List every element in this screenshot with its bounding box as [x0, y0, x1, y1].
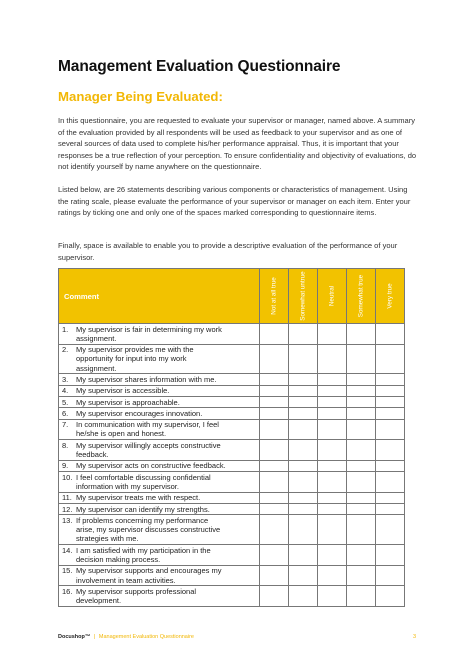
table-row: [59, 565, 405, 586]
table-row: [59, 504, 405, 515]
statement-cell: [59, 472, 260, 493]
statement-cell: [59, 565, 260, 586]
rating-checkbox-cell[interactable]: [260, 565, 289, 586]
rating-checkbox-cell[interactable]: [376, 515, 405, 545]
statement-number: 14.: [62, 545, 73, 555]
statement-text: My supervisor supports professional development.: [76, 586, 197, 606]
table-row: [59, 440, 405, 461]
statement-cell: [59, 385, 260, 396]
rating-checkbox-cell[interactable]: [260, 374, 289, 385]
statement-cell: [59, 504, 260, 515]
statement-text: My supervisor supports and encourages my involvement in team activities.: [76, 566, 222, 585]
rating-checkbox-cell[interactable]: [318, 374, 347, 385]
rating-checkbox-cell[interactable]: [289, 385, 318, 396]
rating-checkbox-cell[interactable]: [376, 440, 405, 461]
statement-text: In communication with my supervisor, I feel he/she is open and honest.: [76, 420, 219, 439]
table-row: [59, 344, 405, 374]
rating-checkbox-cell[interactable]: [347, 385, 376, 396]
rating-checkbox-cell[interactable]: [347, 408, 376, 419]
rating-checkbox-cell[interactable]: [318, 440, 347, 461]
rating-checkbox-cell[interactable]: [347, 397, 376, 408]
rating-checkbox-cell[interactable]: [347, 504, 376, 515]
statement-text: If problems concerning my performance arise, my supervisor discusses constructive strategies with me.: [76, 515, 221, 544]
rating-checkbox-cell[interactable]: [260, 344, 289, 374]
table-row: [59, 515, 405, 545]
footer-brand: Docushop™: [58, 634, 91, 640]
statement-cell: [59, 344, 260, 374]
statement-cell: [59, 440, 260, 461]
statement-text: My supervisor shares information with me.: [76, 374, 217, 384]
table-row: [59, 385, 405, 396]
rating-checkbox-cell[interactable]: [376, 586, 405, 607]
statement-cell: [59, 492, 260, 503]
rating-checkbox-cell[interactable]: [376, 344, 405, 374]
rating-checkbox-cell[interactable]: [318, 565, 347, 586]
statement-text: My supervisor is fair in determining my work assignment.: [76, 324, 222, 343]
rating-checkbox-cell[interactable]: [260, 397, 289, 408]
rating-checkbox-cell[interactable]: [260, 385, 289, 396]
statement-number: 12.: [62, 504, 73, 514]
statement-number: 10.: [62, 472, 73, 482]
rating-checkbox-cell[interactable]: [289, 460, 318, 471]
page-title: Management Evaluation Questionnaire: [58, 58, 341, 75]
statement-cell: [59, 419, 260, 440]
rating-checkbox-cell[interactable]: [347, 460, 376, 471]
rating-checkbox-cell[interactable]: [289, 344, 318, 374]
rating-checkbox-cell[interactable]: [289, 545, 318, 566]
page-number: 3: [413, 634, 417, 640]
statement-number: 2.: [62, 345, 69, 355]
statement-text: My supervisor willingly accepts constructive feedback.: [76, 440, 221, 460]
statement-cell: [59, 374, 260, 385]
rating-checkbox-cell[interactable]: [376, 504, 405, 515]
rating-checkbox-cell[interactable]: [347, 565, 376, 586]
rating-checkbox-cell[interactable]: [318, 385, 347, 396]
statement-cell: [59, 324, 260, 345]
rating-header-neutral: Neutral: [318, 269, 347, 324]
statement-number: 11.: [62, 493, 72, 503]
statement-cell: [59, 545, 260, 566]
page-footer: [58, 634, 194, 640]
rating-checkbox-cell[interactable]: [260, 324, 289, 345]
table-row: [59, 460, 405, 471]
manager-evaluated-heading: Manager Being Evaluated:: [58, 89, 223, 104]
statement-number: 3.: [62, 374, 69, 384]
rating-checkbox-cell[interactable]: [289, 408, 318, 419]
table-header-row: [59, 269, 405, 324]
rating-checkbox-cell[interactable]: [376, 460, 405, 471]
rating-checkbox-cell[interactable]: [376, 397, 405, 408]
rating-checkbox-cell[interactable]: [376, 419, 405, 440]
rating-header-somewhat-true: Somewhat true: [347, 269, 376, 324]
table-row: [59, 419, 405, 440]
closing-paragraph: Finally, space is available to enable you to provide a descriptive evaluation of the performance of your supervisor.: [58, 241, 398, 262]
statement-number: 6.: [62, 408, 69, 418]
rating-header-very-true: Very true: [376, 269, 405, 324]
rating-checkbox-cell[interactable]: [318, 397, 347, 408]
rating-checkbox-cell[interactable]: [289, 324, 318, 345]
rating-checkbox-cell[interactable]: [347, 419, 376, 440]
statement-cell: [59, 397, 260, 408]
evaluation-table: [58, 268, 405, 607]
rating-checkbox-cell[interactable]: [376, 545, 405, 566]
comment-column-header: Comment: [59, 269, 260, 324]
rating-checkbox-cell[interactable]: [347, 374, 376, 385]
rating-checkbox-cell[interactable]: [318, 504, 347, 515]
statement-cell: [59, 408, 260, 419]
rating-checkbox-cell[interactable]: [318, 586, 347, 607]
rating-checkbox-cell[interactable]: [318, 472, 347, 493]
statement-cell: [59, 515, 260, 545]
statement-text: My supervisor encourages innovation.: [76, 408, 203, 418]
rating-checkbox-cell[interactable]: [347, 545, 376, 566]
intro-paragraph: In this questionnaire, you are requested to evaluate your supervisor or manager, named above. A summary of the evaluation provided by all respondents will be used as feedback to your supervisor and as one of several sources of data used to complete his/her performance appraisal. Thus, it is important that your responses be a true reflection of your perception. To ensure confidentiality and objectivity of evaluations, do not identify yourself by name anywhere on the questionnaire.: [58, 116, 417, 171]
rating-checkbox-cell[interactable]: [376, 374, 405, 385]
statement-text: My supervisor provides me with the opportunity for input into my work assignment.: [76, 345, 194, 373]
rating-checkbox-cell[interactable]: [376, 324, 405, 345]
footer-separator: |: [93, 634, 96, 640]
rating-checkbox-cell[interactable]: [289, 504, 318, 515]
rating-checkbox-cell[interactable]: [260, 408, 289, 419]
table-row: [59, 374, 405, 385]
rating-checkbox-cell[interactable]: [318, 419, 347, 440]
rating-checkbox-cell[interactable]: [318, 545, 347, 566]
rating-checkbox-cell[interactable]: [289, 472, 318, 493]
rating-checkbox-cell[interactable]: [289, 515, 318, 545]
table-row: [59, 324, 405, 345]
rating-checkbox-cell[interactable]: [260, 545, 289, 566]
table-row: [59, 408, 405, 419]
rating-checkbox-cell[interactable]: [260, 515, 289, 545]
rating-checkbox-cell[interactable]: [376, 385, 405, 396]
rating-checkbox-cell[interactable]: [347, 472, 376, 493]
rating-checkbox-cell[interactable]: [289, 586, 318, 607]
table-row: [59, 545, 405, 566]
rating-checkbox-cell[interactable]: [376, 472, 405, 493]
rating-checkbox-cell[interactable]: [318, 492, 347, 503]
rating-checkbox-cell[interactable]: [260, 419, 289, 440]
rating-checkbox-cell[interactable]: [318, 408, 347, 419]
rating-checkbox-cell[interactable]: [260, 440, 289, 461]
statement-text: I am satisfied with my participation in the decision making process.: [76, 545, 211, 565]
rating-checkbox-cell[interactable]: [376, 492, 405, 503]
statement-number: 5.: [62, 397, 69, 407]
rating-checkbox-cell[interactable]: [260, 460, 289, 471]
statement-number: 13.: [62, 515, 73, 525]
table-row: [59, 472, 405, 493]
statement-number: 15.: [62, 566, 73, 576]
rating-header-somewhat-untrue: Somewhat untrue: [289, 269, 318, 324]
rating-checkbox-cell[interactable]: [260, 504, 289, 515]
table-row: [59, 397, 405, 408]
rating-checkbox-cell[interactable]: [347, 440, 376, 461]
statement-text: My supervisor is approachable.: [76, 397, 180, 407]
rating-checkbox-cell[interactable]: [347, 324, 376, 345]
rating-checkbox-cell[interactable]: [376, 565, 405, 586]
footer-title: Management Evaluation Questionnaire: [98, 634, 194, 640]
rating-checkbox-cell[interactable]: [289, 440, 318, 461]
rating-checkbox-cell[interactable]: [318, 460, 347, 471]
statement-text: My supervisor can identify my strengths.: [76, 504, 210, 514]
statement-cell: [59, 460, 260, 471]
statement-number: 1.: [62, 324, 69, 334]
rating-checkbox-cell[interactable]: [347, 344, 376, 374]
rating-checkbox-cell[interactable]: [376, 408, 405, 419]
statement-number: 4.: [62, 386, 69, 396]
statement-text: I feel comfortable discussing confidential information with my supervisor.: [76, 472, 211, 491]
statement-number: 9.: [62, 461, 69, 471]
rating-checkbox-cell[interactable]: [318, 515, 347, 545]
rating-checkbox-cell[interactable]: [347, 586, 376, 607]
rating-checkbox-cell[interactable]: [347, 515, 376, 545]
rating-checkbox-cell[interactable]: [318, 324, 347, 345]
rating-checkbox-cell[interactable]: [318, 344, 347, 374]
rating-checkbox-cell[interactable]: [289, 492, 318, 503]
rating-checkbox-cell[interactable]: [260, 492, 289, 503]
statement-text: My supervisor acts on constructive feedback.: [76, 461, 226, 471]
rating-checkbox-cell[interactable]: [347, 492, 376, 503]
statement-text: My supervisor treats me with respect.: [76, 493, 201, 503]
statement-number: 8.: [62, 440, 69, 450]
rating-header-not-at-all-true: Not at all true: [260, 269, 289, 324]
rating-checkbox-cell[interactable]: [260, 472, 289, 493]
statement-text: My supervisor is accessible.: [76, 386, 170, 396]
rating-checkbox-cell[interactable]: [289, 397, 318, 408]
table-row: [59, 586, 405, 607]
rating-checkbox-cell[interactable]: [289, 565, 318, 586]
rating-checkbox-cell[interactable]: [289, 419, 318, 440]
table-row: [59, 492, 405, 503]
statement-number: 7.: [62, 420, 69, 430]
statement-number: 16.: [62, 586, 73, 596]
rating-checkbox-cell[interactable]: [260, 586, 289, 607]
instructions-paragraph: Listed below, are 26 statements describing various components or characteristics of management. Using the rating scale, please evaluate the performance of your supervisor or manager on each item. Enter your ratings by ticking one and only one of the spaces marked corresponding to questionnaire items.: [58, 185, 411, 217]
statement-cell: [59, 586, 260, 607]
rating-checkbox-cell[interactable]: [289, 374, 318, 385]
